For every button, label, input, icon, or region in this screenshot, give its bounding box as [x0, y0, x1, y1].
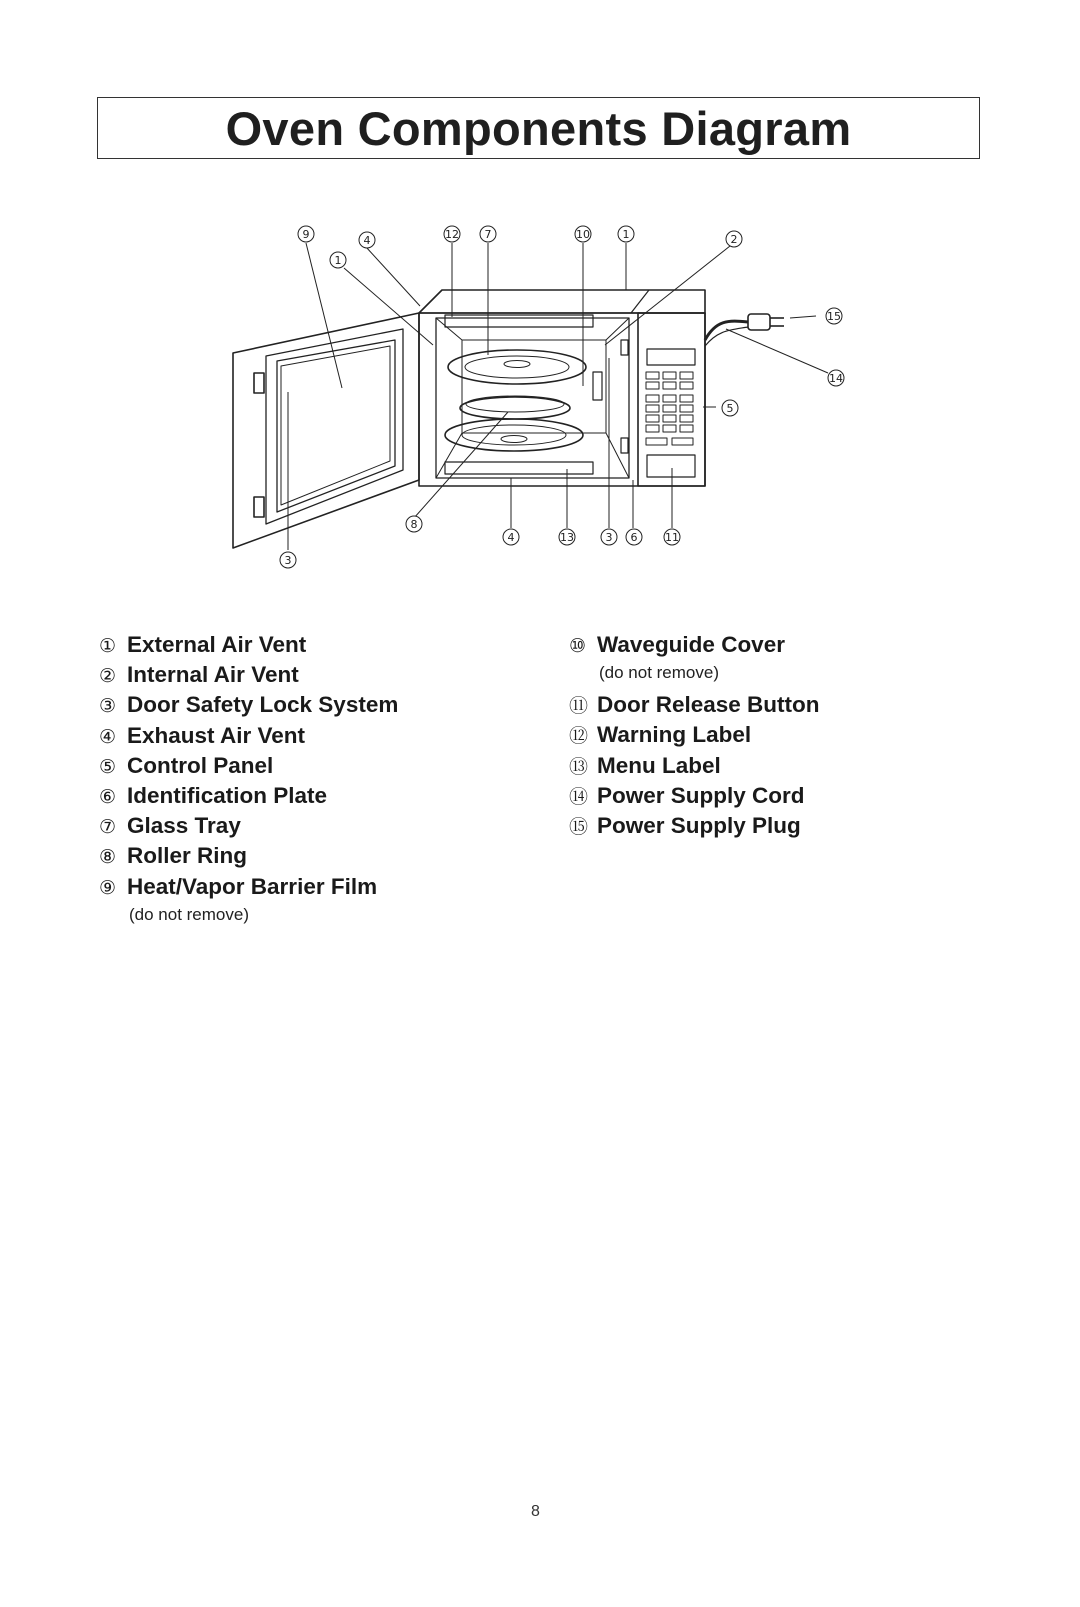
legend-item — [569, 630, 820, 660]
callout-1-top — [618, 226, 634, 242]
legend-label: Roller Ring — [127, 843, 248, 869]
legend-right-column — [569, 630, 820, 841]
callout-1-top-label: 1 — [622, 228, 630, 241]
callout-10 — [575, 226, 591, 242]
oven-cabinet — [419, 290, 705, 486]
legend-item — [99, 781, 398, 811]
legend-number: ⑪ — [569, 696, 589, 718]
control-keypad — [646, 372, 695, 477]
callout-4-top — [359, 232, 375, 248]
legend-item — [569, 690, 820, 720]
legend-item — [99, 721, 398, 751]
legend-item — [99, 841, 398, 871]
oven-diagram — [0, 0, 1080, 620]
callout-2-label: 2 — [730, 233, 738, 246]
callout-10-label: 10 — [576, 228, 590, 241]
callout-8 — [406, 516, 422, 532]
legend-label: Exhaust Air Vent — [127, 722, 305, 748]
callout-15 — [826, 308, 842, 324]
callout-6 — [626, 529, 642, 545]
legend-left-column — [99, 630, 398, 932]
oven-door — [233, 313, 419, 548]
leader-lines — [288, 243, 828, 550]
callout-8-label: 8 — [410, 518, 418, 531]
callout-12 — [444, 226, 460, 242]
legend-label: Power Supply Cord — [597, 782, 805, 808]
callout-9-label: 9 — [302, 228, 310, 241]
legend-number: ⑬ — [569, 756, 589, 778]
legend-number: ⑭ — [569, 786, 589, 808]
callout-2 — [726, 231, 742, 247]
callout-7-label: 7 — [484, 228, 492, 241]
legend-label: Internal Air Vent — [127, 662, 299, 688]
legend-item — [569, 720, 820, 750]
callout-7 — [480, 226, 496, 242]
legend-number: ④ — [99, 726, 117, 748]
callout-14-label: 14 — [829, 372, 843, 385]
callout-14 — [828, 370, 844, 386]
legend-label: Power Supply Plug — [597, 812, 801, 838]
callout-4-bottom — [503, 529, 519, 545]
legend-label: Door Safety Lock System — [127, 692, 399, 718]
callout-11-label: 11 — [665, 531, 679, 544]
legend-label: Glass Tray — [127, 813, 241, 839]
legend-item — [99, 690, 398, 720]
callout-12-label: 12 — [445, 228, 459, 241]
callout-6-label: 6 — [630, 531, 638, 544]
power-cord — [705, 314, 784, 346]
legend-label: Heat/Vapor Barrier Film — [127, 873, 378, 899]
legend-number: ⑥ — [99, 786, 117, 808]
callout-1-left-label: 1 — [334, 254, 342, 267]
legend-number: ⑨ — [99, 877, 117, 899]
legend-label: Warning Label — [597, 722, 752, 748]
callout-4-top-label: 4 — [363, 234, 371, 247]
legend-label: Identification Plate — [127, 782, 328, 808]
legend-item — [99, 660, 398, 690]
callout-1-left — [330, 252, 346, 268]
legend-number: ③ — [99, 696, 117, 718]
legend-label: Control Panel — [127, 752, 274, 778]
legend-label: Menu Label — [597, 752, 721, 778]
legend-item — [99, 872, 398, 902]
callout-5 — [722, 400, 738, 416]
legend-number: ⑩ — [569, 636, 587, 657]
legend-item — [569, 781, 820, 811]
legend-item — [99, 811, 398, 841]
callout-15-label: 15 — [827, 310, 841, 323]
callout-4-bottom-label: 4 — [507, 531, 515, 544]
page-title: Oven Components Diagram — [225, 101, 852, 155]
callout-13-label: 13 — [560, 531, 574, 544]
legend-number: ① — [99, 636, 117, 657]
legend-number: ⑮ — [569, 816, 589, 838]
legend-item — [99, 630, 398, 660]
legend-number: ② — [99, 666, 117, 688]
legend-number: ⑦ — [99, 817, 117, 839]
callout-3-bottom — [601, 529, 617, 545]
legend-number: ⑤ — [99, 756, 117, 778]
legend-label: Waveguide Cover — [597, 632, 785, 657]
callout-3-bottom-label: 3 — [605, 531, 613, 544]
legend-item — [569, 751, 820, 781]
legend-number: ⑧ — [99, 847, 117, 869]
legend-note: (do not remove) — [129, 904, 249, 924]
callout-3-door — [280, 552, 296, 568]
callout-9 — [298, 226, 314, 242]
callout-3-door-label: 3 — [284, 554, 292, 567]
legend-number: ⑫ — [569, 726, 589, 748]
legend-item — [569, 811, 820, 841]
page-number: 8 — [531, 1503, 540, 1520]
legend-label: Door Release Button — [597, 692, 820, 718]
callout-5-label: 5 — [726, 402, 734, 415]
callout-11 — [664, 529, 680, 545]
legend-label: External Air Vent — [127, 632, 307, 657]
legend-note: (do not remove) — [599, 663, 719, 683]
callout-13 — [559, 529, 575, 545]
legend-item — [99, 751, 398, 781]
